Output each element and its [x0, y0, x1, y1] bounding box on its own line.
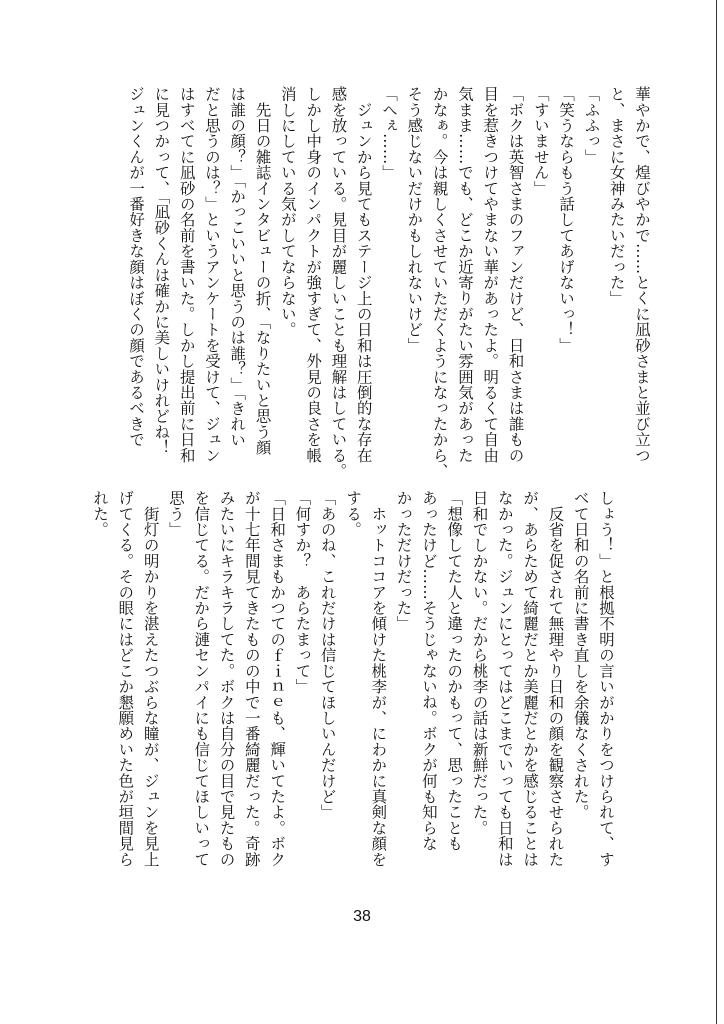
text-line: 反省を促されて無理やり日和の顔を観察させられた: [546, 490, 565, 867]
page-border: [716, 0, 717, 1024]
text-line: する。: [344, 490, 363, 538]
text-line: が、あらためて綺麗だとか美麗だとかを感じることは: [521, 490, 540, 867]
text-line: 目を惹きつけてやまない華があったよ。明るくて自由: [481, 86, 500, 463]
text-line: ジュンから見てもステージ上の日和は圧倒的な存在: [354, 86, 373, 463]
text-line: を信じてる。だから漣センパイにも信じてほしいって: [192, 490, 211, 867]
text-line: はすべてに凪砂の名前を書いた。しかし提出前に日和: [177, 86, 196, 463]
text-line: 「笑うならもう話してあげないっ！」: [557, 86, 576, 354]
page-number: 38: [353, 908, 371, 925]
text-line: 「へぇ……」: [380, 86, 399, 181]
text-line: 気まま……でも、どこか近寄りがたい雰囲気があった: [455, 86, 474, 463]
text-line: と、まさに女神みたいだった」: [607, 86, 626, 306]
text-line: ジュンくんが一番好きな顔はぼくの顔であるべきで: [127, 86, 146, 448]
text-line: 「想像してた人と違ったのかもって、思ったことも: [445, 490, 464, 852]
text-line: に見つかって、「凪砂くんは確かに美しいけれどね！: [152, 86, 171, 456]
text-line: 「日和さまもかつてのｆｉｎｅも、輝いてたよ。ボク: [268, 490, 287, 867]
text-line: だと思うのは？」というアンケートを受けて、ジュン: [202, 86, 221, 463]
text-line: 思う」: [166, 490, 185, 538]
text-line: げてくる。その眼にはどこか懇願めいた色が垣間見ら: [116, 490, 135, 867]
text-line: ホットココアを傾けた桃李が、にわかに真剣な顔を: [369, 490, 388, 867]
text-line: 「あのね、これだけは信じてほしいんだけど」: [318, 490, 337, 820]
text-line: 「何すか？ あらたまって」: [293, 490, 312, 695]
text-line: かなぁ。今は親しくさせていただくようになったから、: [430, 86, 449, 479]
text-line: あったけど……そうじゃないね。ボクが何も知らな: [419, 490, 438, 852]
text-line: 消しにしている気がしてならない。: [278, 86, 297, 338]
text-line: 日和でしかない。だから桃李の話は新鮮だった。: [470, 490, 489, 836]
text-line: が十七年間見てきたものの中で一番綺麗だった。奇跡: [242, 490, 261, 867]
text-line: しょう！」と根拠不明の言いがかりをつけられて、す: [597, 490, 615, 867]
text-line: は誰の顔？」「かっこいいと思うのは誰？」「きれい: [228, 86, 247, 448]
text-line: 先日の雑誌インタビューの折、「なりたいと思う顔: [253, 86, 272, 456]
text-line: みたいにキラキラしてた。ボクは自分の目で見たもの: [217, 490, 236, 867]
text-line: 華やかで、煌びやかで……とくに凪砂さまと並び立つ: [633, 86, 651, 463]
text-line: 「ふふっ」: [582, 86, 601, 165]
upper-text-block: [123, 86, 654, 478]
text-line: そう感じないだけかもしれないけど」: [405, 86, 424, 354]
text-line: 街灯の明かりを湛えたつぶらな瞳が、ジュンを見上: [141, 490, 160, 867]
text-line: 「ボクは英智さまのファンだけど、日和さまは誰もの: [506, 86, 525, 463]
text-line: しかし中身のインパクトが強すぎて、外見の良さを帳: [304, 86, 323, 463]
text-line: かっただけだった」: [394, 490, 413, 632]
text-line: なかった。ジュンにとってはどこまでいっても日和は: [495, 490, 514, 867]
lower-text-block: [87, 490, 618, 888]
text-line: 「すいません」: [531, 86, 550, 196]
text-line: れた。: [91, 490, 110, 538]
text-line: 感を放っている。見目が麗しいことも理解はしている。: [329, 86, 348, 479]
text-line: べて日和の名前に書き直しを余儀なくされた。: [571, 490, 590, 820]
